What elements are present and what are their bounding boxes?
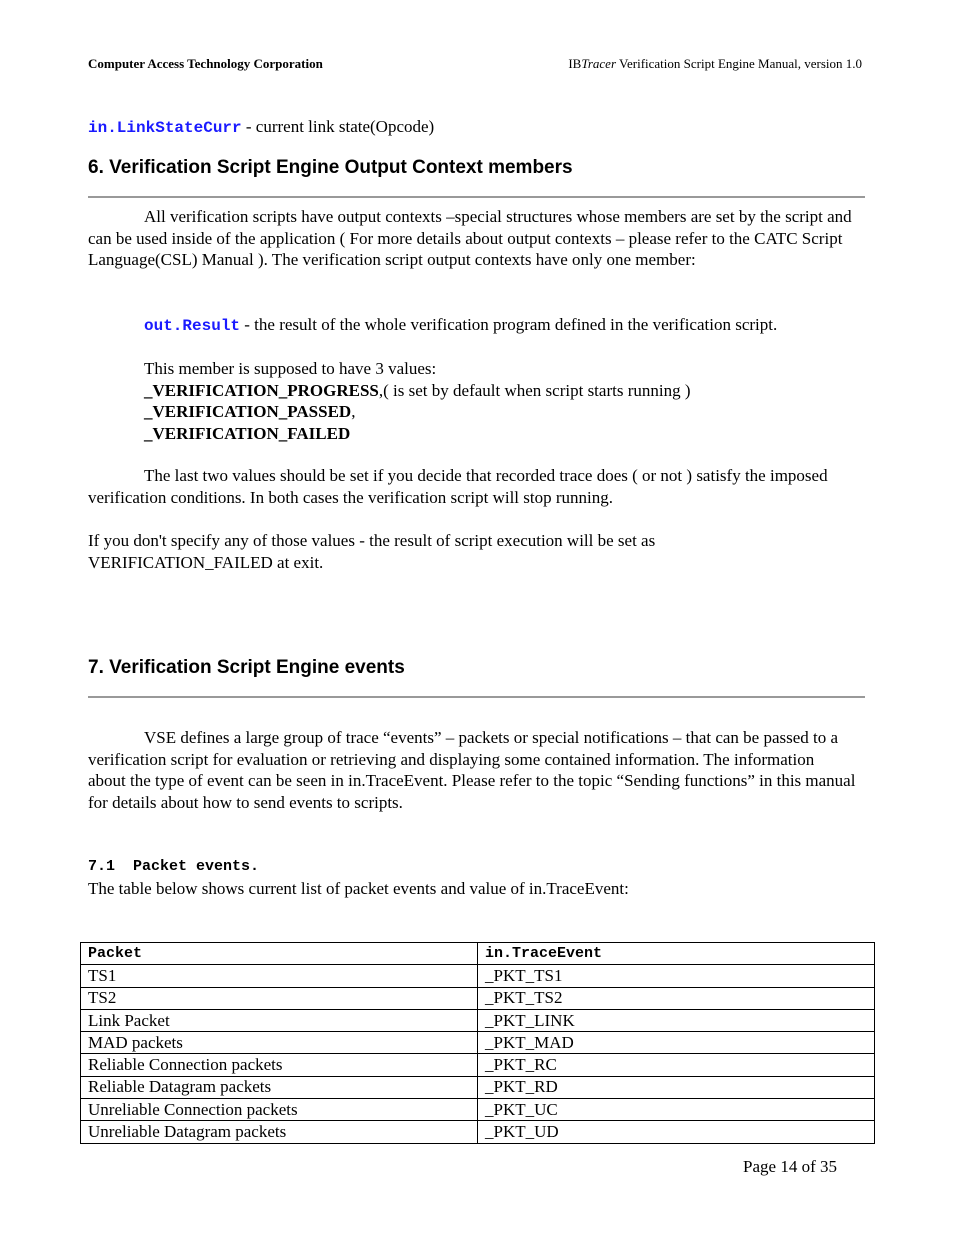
packet-cell: Unreliable Connection packets bbox=[81, 1099, 478, 1121]
trace-event-cell: _PKT_RC bbox=[478, 1054, 875, 1076]
value-progress bbox=[144, 380, 844, 402]
header-title-prefix: IB bbox=[568, 56, 582, 71]
header-title-suffix: Verification Script Engine Manual, version 1.0 bbox=[616, 56, 862, 71]
value-name: _VERIFICATION_FAILED bbox=[144, 423, 351, 443]
subsection-7-1-intro: The table below shows current list of packet events and value of in.TraceEvent: bbox=[88, 879, 629, 898]
section-6-paragraph-1: All verification scripts have output contexts –special structures whose members are set by the script and can be used inside of the application ( For more details about output contexts – please refer to the CATC Script Language(CSL) Manual ). The verification script output contexts have only one member: bbox=[88, 207, 852, 269]
section-7-heading: 7. Verification Script Engine events bbox=[88, 657, 405, 678]
values-intro: This member is supposed to have 3 values: bbox=[144, 359, 437, 378]
value-failed bbox=[144, 423, 844, 445]
value-passed bbox=[144, 401, 844, 423]
section-6-rule bbox=[88, 196, 865, 198]
subsection-7-1-heading: 7.1 Packet events. bbox=[88, 858, 260, 875]
packet-events-table bbox=[80, 942, 875, 1144]
value-note: ,( is set by default when script starts running ) bbox=[378, 380, 691, 400]
packet-cell: Reliable Connection packets bbox=[81, 1054, 478, 1076]
header-title-italic: Tracer bbox=[581, 56, 617, 71]
trace-event-cell: _PKT_UC bbox=[478, 1099, 875, 1121]
table-header-row bbox=[81, 943, 875, 965]
value-note: , bbox=[351, 402, 356, 421]
member-code: out.Result bbox=[144, 317, 241, 335]
member-description: - the result of the whole verification program defined in the verification script. bbox=[240, 315, 778, 334]
table-row bbox=[81, 1076, 875, 1098]
packet-cell: Link Packet bbox=[81, 1009, 478, 1031]
table-row bbox=[81, 1032, 875, 1054]
trace-event-cell: _PKT_MAD bbox=[478, 1032, 875, 1054]
page-number: Page 14 of 35 bbox=[743, 1157, 837, 1176]
value-name: _VERIFICATION_PROGRESS bbox=[144, 380, 379, 400]
trace-event-cell: _PKT_UD bbox=[478, 1121, 875, 1143]
table-row bbox=[81, 1099, 875, 1121]
table-row bbox=[81, 1009, 875, 1031]
trace-event-cell: _PKT_TS2 bbox=[478, 987, 875, 1009]
section-7-rule bbox=[88, 696, 865, 698]
header-manual-title bbox=[568, 56, 862, 72]
section-6-paragraph-3: If you don't specify any of those values - the result of script execution will be set as VERIFICATION_FAILED at exit. bbox=[88, 531, 656, 572]
trace-event-cell: _PKT_TS1 bbox=[478, 965, 875, 987]
packet-cell: TS2 bbox=[81, 987, 478, 1009]
out-result-member bbox=[144, 314, 864, 338]
table-row bbox=[81, 965, 875, 987]
section-6-paragraph-2: The last two values should be set if you decide that recorded trace does ( or not ) satisfy the imposed verification conditions. In both cases the verification script will stop running. bbox=[88, 466, 828, 507]
value-name: _VERIFICATION_PASSED bbox=[144, 402, 352, 421]
table-row bbox=[81, 1121, 875, 1143]
values-block bbox=[144, 358, 844, 444]
table-row bbox=[81, 987, 875, 1009]
member-code: in.LinkStateCurr bbox=[88, 119, 242, 137]
column-header-packet: Packet bbox=[81, 943, 478, 965]
packet-cell: TS1 bbox=[81, 965, 478, 987]
header-company: Computer Access Technology Corporation bbox=[88, 56, 323, 71]
table-row bbox=[81, 1054, 875, 1076]
packet-cell: Reliable Datagram packets bbox=[81, 1076, 478, 1098]
section-7-paragraph-1: VSE defines a large group of trace “events” – packets or special notifications – that can be passed to a verification script for evaluation or retrieving and displaying some contained information. The information about the type of event can be seen in in.TraceEvent. Please refer to the topic “Sending functions” in this manual for details about how to send events to scripts. bbox=[88, 728, 856, 812]
packet-cell: Unreliable Datagram packets bbox=[81, 1121, 478, 1143]
column-header-trace-event: in.TraceEvent bbox=[478, 943, 875, 965]
link-state-member bbox=[88, 116, 434, 140]
trace-event-cell: _PKT_RD bbox=[478, 1076, 875, 1098]
member-description: - current link state(Opcode) bbox=[241, 117, 435, 136]
packet-cell: MAD packets bbox=[81, 1032, 478, 1054]
section-6-heading: 6. Verification Script Engine Output Context members bbox=[88, 157, 573, 178]
trace-event-cell: _PKT_LINK bbox=[478, 1009, 875, 1031]
